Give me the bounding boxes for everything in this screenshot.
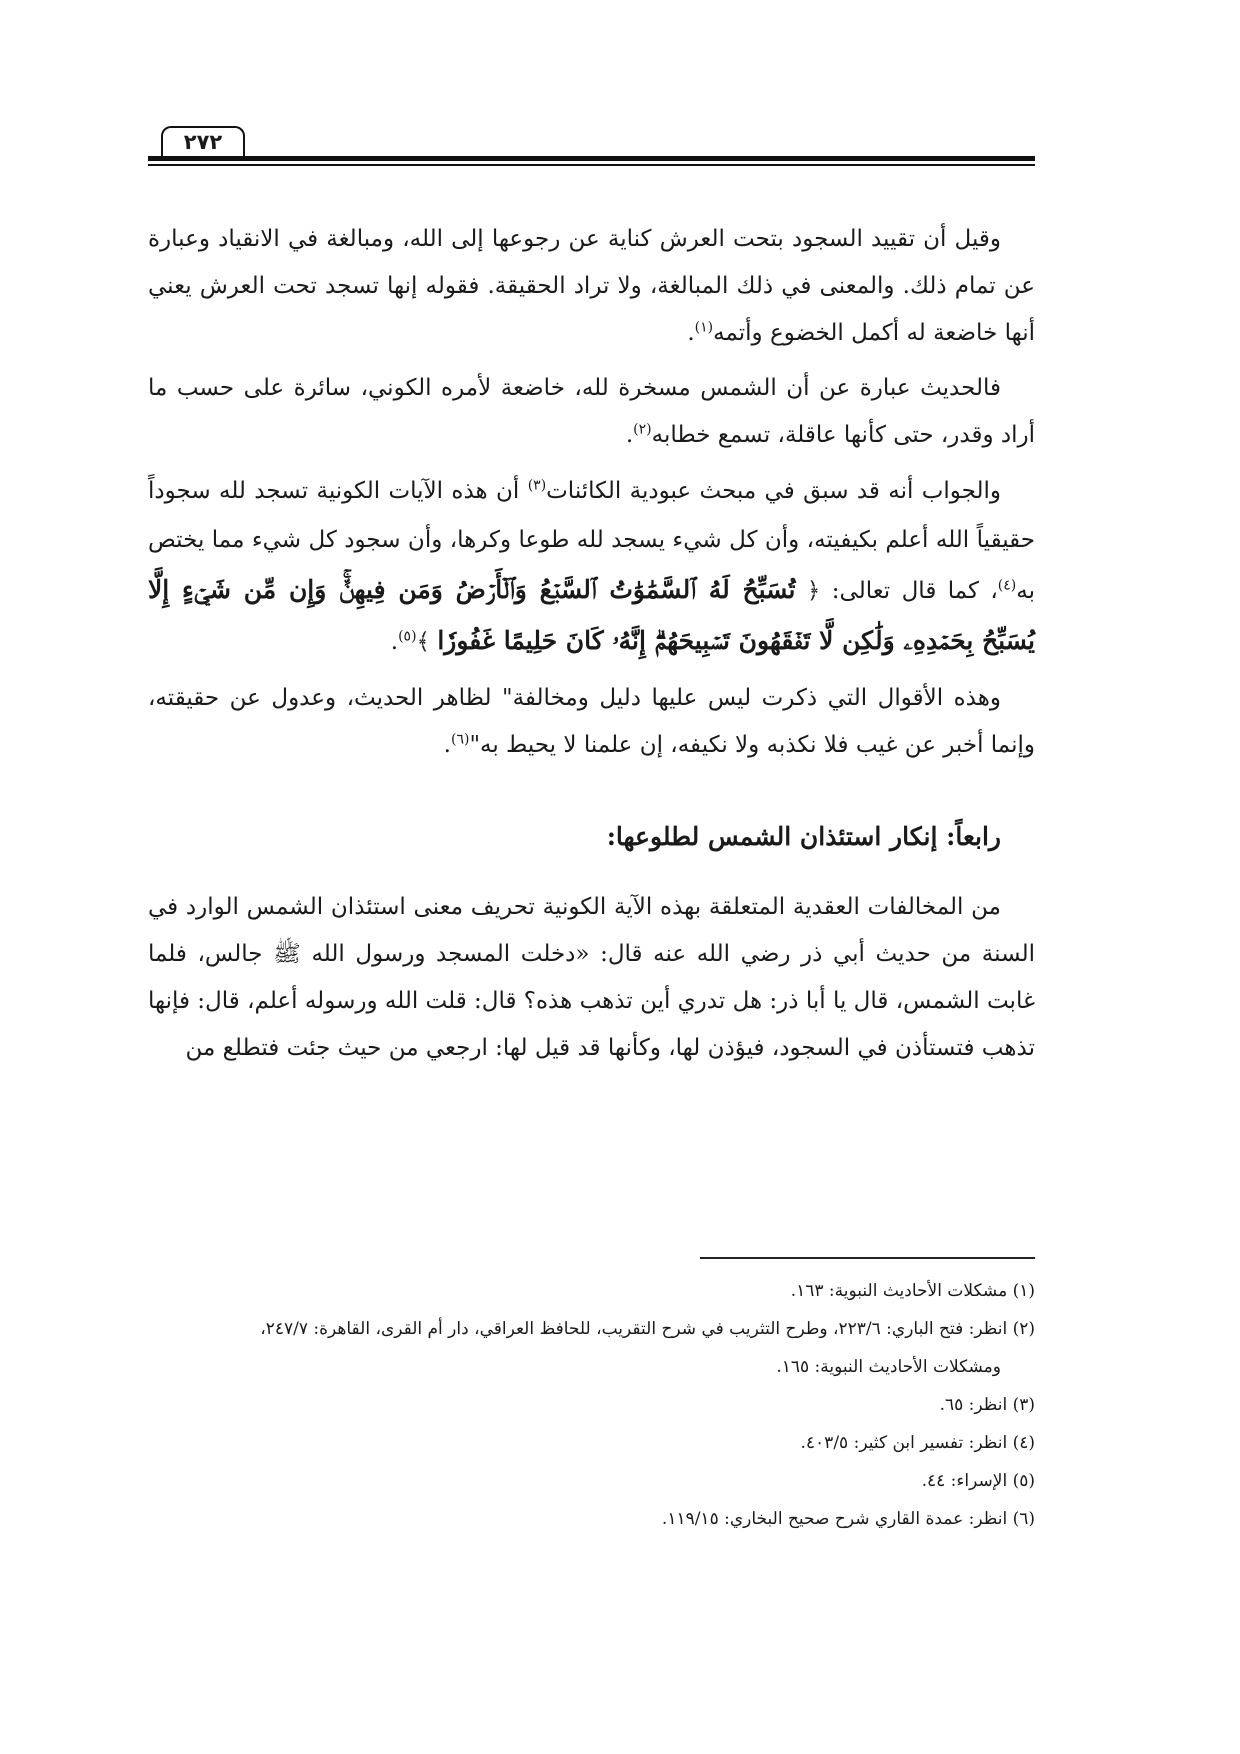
quran-bracket-open: ﴿ bbox=[806, 578, 821, 604]
paragraph-1 bbox=[148, 216, 1035, 357]
footnote-6: (٦) انظر: عمدة القاري شرح صحيح البخاري: ١١٩/١٥. bbox=[661, 1509, 1035, 1529]
paragraph-2-text: فالحديث عبارة عن أن الشمس مسخرة لله، خاضعة لأمره الكوني، سائرة على حسب ما أراد وقدر، حتى كأنها عاقلة، تسمع خطابه bbox=[148, 375, 1035, 448]
paragraph-5: من المخالفات العقدية المتعلقة بهذه الآية الكونية تحريف معنى استئذان الشمس الوارد في السنة من حديث أبي ذر رضي الله عنه قال: «دخلت المسجد ورسول الله ﷺ جالس، فلما غابت الشمس، قال يا أبا ذر: هل تدري أين تذهب هذه؟ قال: قلت الله ورسوله أعلم، قال: فإنها تذهب فتستأذن في السجود، فيؤذن لها، وكأنها قد قيل لها: ارجعي من حيث جئت فتطلع من bbox=[147, 894, 1035, 1061]
header-rule-thin bbox=[148, 164, 1035, 166]
paragraph-2 bbox=[148, 365, 1035, 459]
quran-verse: تُسَبِّحُ لَهُ ٱلسَّمَٰوَٰتُ ٱلسَّبۡعُ وَٱلۡأَرۡضُ وَمَن فِيهِنَّۚ وَإِن مِّن شَيۡءٍ إِلَّا يُسَبِّحُ بِحَمۡدِهِۦ وَلَٰكِن لَّا تَفۡقَهُونَ تَسۡبِيحَهُمۡۗ إِنَّهُۥ كَانَ حَلِيمًا غَفُورٗا bbox=[148, 575, 1035, 655]
footnote-3: (٣) انظر: ٦٥. bbox=[939, 1395, 1035, 1415]
header-rule-thick bbox=[148, 156, 1035, 161]
paragraph-3-text-c: ، كما قال تعالى: bbox=[820, 578, 998, 604]
paragraph-3-text-a: والجواب أنه قد سبق في مبحث عبودية الكائنات bbox=[546, 478, 1001, 504]
footnote-ref-3[interactable]: (٣) bbox=[527, 477, 547, 494]
footnote-4: (٤) انظر: تفسير ابن كثير: ٤٠٣/٥. bbox=[800, 1433, 1035, 1453]
paragraph-4-end: . bbox=[443, 732, 451, 758]
quran-bracket-close: ﴾ bbox=[416, 629, 431, 655]
footnotes bbox=[148, 1272, 1035, 1538]
footnote-ref-1[interactable]: (١) bbox=[694, 319, 714, 336]
footnote-separator bbox=[700, 1257, 1035, 1259]
page-number: ٢٧٢ bbox=[161, 126, 245, 156]
main-text bbox=[148, 216, 1035, 1080]
paragraph-3-end: . bbox=[390, 629, 399, 655]
paragraph-2-end: . bbox=[625, 422, 634, 448]
paragraph-3-text-b: أن هذه الآيات الكونية تسجد لله سجوداً حقيقياً الله أعلم بكيفيته، وأن كل شيء يسجد لله طوعا وكرها، وأن سجود كل شيء مما يختص به bbox=[148, 478, 1035, 604]
paragraph-1-end: . bbox=[687, 320, 695, 346]
paragraph-4-text: وهذه الأقوال التي ذكرت ليس عليها دليل ومخالفة" لظاهر الحديث، وعدول عن حقيقته، وإنما أخبر عن غيب فلا نكذبه ولا نكيفه، إن علمنا لا يحيط به" bbox=[148, 685, 1035, 758]
paragraph-4 bbox=[148, 675, 1035, 769]
section-heading: رابعاً: إنكار استئذان الشمس لطلوعها: bbox=[606, 822, 1001, 851]
footnote-2: (٢) انظر: فتح الباري: ٢٢٣/٦، وطرح التثريب في شرح التقريب، للحافظ العراقي، دار أم القرى، القاهرة: ٢٤٧/٧، bbox=[260, 1319, 1035, 1339]
page-header bbox=[148, 126, 1035, 166]
footnote-ref-2[interactable]: (٢) bbox=[633, 421, 652, 438]
footnote-ref-4[interactable]: (٤) bbox=[997, 577, 1017, 594]
footnote-ref-5[interactable]: (٥) bbox=[398, 628, 417, 645]
footnote-2-continued: ومشكلات الأحاديث النبوية: ١٦٥. bbox=[776, 1357, 1001, 1377]
paragraph-1-text: وقيل أن تقييد السجود بتحت العرش كناية عن رجوعها إلى الله، ومبالغة في الانقياد وعبارة عن تمام ذلك. والمعنى في ذلك المبالغة، ولا تراد الحقيقة. فقوله إنها تسجد تحت العرش يعني أنها خاضعة له أكمل الخضوع وأتمه bbox=[148, 226, 1035, 346]
paragraph-3 bbox=[148, 467, 1035, 667]
footnote-ref-6[interactable]: (٦) bbox=[450, 731, 470, 748]
footnote-5: (٥) الإسراء: ٤٤. bbox=[921, 1471, 1035, 1491]
footnote-1: (١) مشكلات الأحاديث النبوية: ١٦٣. bbox=[790, 1281, 1035, 1301]
